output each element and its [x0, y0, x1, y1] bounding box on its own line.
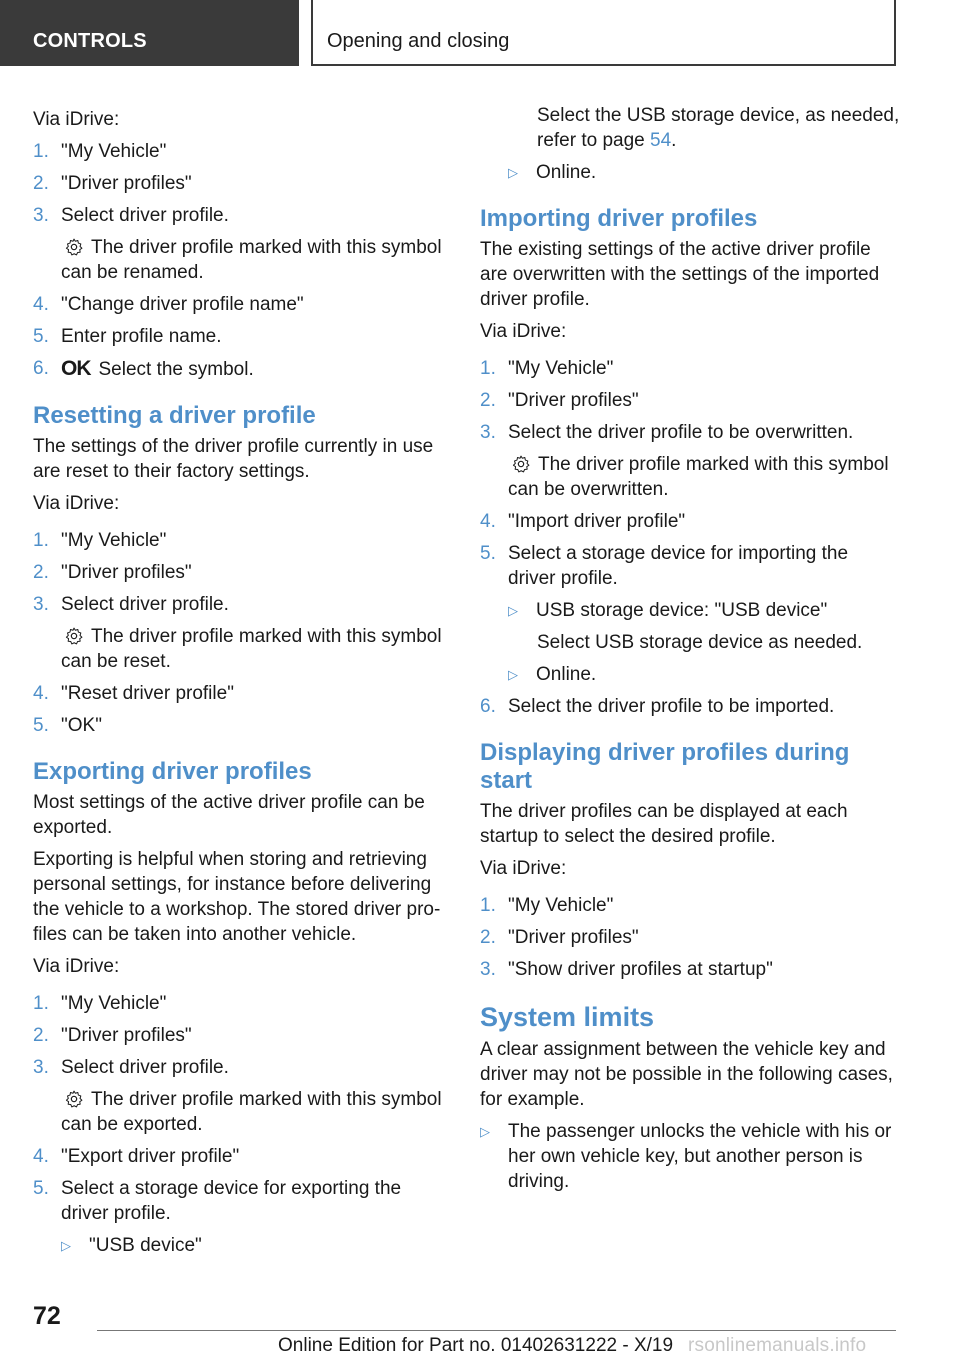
paragraph: A clear assignment between the vehicle key and driver may not be possible in the following cases, for example. — [480, 1039, 893, 1110]
sub-list-item: ▷ "USB device" — [61, 1235, 202, 1256]
list-item: 3. Select the driver profile to be overwritten. — [480, 422, 854, 443]
chapter-tab — [311, 0, 896, 66]
via-idrive-label: Via iDrive: — [33, 956, 120, 977]
list-item: 1. "My Vehicle" — [480, 358, 614, 379]
list-item: 2. "Driver profiles" — [33, 173, 192, 194]
sub-note: Select USB storage device as needed. — [537, 632, 863, 653]
section-heading: Importing driver profiles — [480, 205, 758, 232]
list-item: 4. "Export driver profile" — [33, 1146, 240, 1167]
list-item: 2. "Driver profiles" — [33, 562, 192, 583]
via-idrive-label: Via iDrive: — [33, 109, 120, 130]
list-item: 2. "Driver profiles" — [480, 927, 639, 948]
triangle-right-icon: ▷ — [508, 603, 518, 618]
list-item: 3. Select driver profile. — [33, 205, 229, 226]
list-item: 3. "Show driver profiles at startup" — [480, 959, 773, 980]
list-item: 5. "OK" — [33, 715, 102, 736]
paragraph: Most settings of the active driver profile can be exported. — [33, 792, 425, 838]
watermark: rsonlinemanuals.info — [688, 1335, 867, 1356]
list-item: 1. "My Vehicle" — [33, 530, 167, 551]
ok-symbol-icon: OK — [61, 357, 91, 380]
symbol-note: The driver profile marked with this symbol can be reset. — [61, 626, 442, 672]
triangle-right-icon: ▷ — [61, 1238, 71, 1253]
triangle-right-icon: ▷ — [508, 165, 518, 180]
settings-gear-icon — [63, 626, 85, 646]
settings-gear-icon — [63, 237, 85, 257]
via-idrive-label: Via iDrive: — [33, 493, 120, 514]
sub-list-item: ▷ Online. — [508, 664, 597, 685]
section-heading: Displaying driver profiles during start — [480, 739, 850, 794]
triangle-right-icon: ▷ — [480, 1124, 490, 1139]
edition-text: Online Edition for Part no. 01402631222 - X/19 — [278, 1335, 674, 1356]
sub-list-item: ▷ Online. — [508, 162, 597, 183]
list-item: 4. "Change driver profile name" — [33, 294, 304, 315]
list-item: 1. "My Vehicle" — [33, 141, 167, 162]
via-idrive-label: Via iDrive: — [480, 858, 567, 879]
section-title: CONTROLS — [33, 30, 147, 52]
via-idrive-label: Via iDrive: — [480, 321, 567, 342]
list-item: 5. Select a storage device for exporting the driver profile. — [33, 1178, 402, 1224]
paragraph: The driver profiles can be displayed at each startup to select the desired profile. — [480, 801, 848, 847]
section-tab — [0, 0, 299, 66]
sub-list-item: ▷ USB storage device: "USB device" — [508, 600, 828, 621]
list-item: 1. "My Vehicle" — [480, 895, 614, 916]
page-link[interactable]: 54 — [650, 130, 672, 151]
list-item: 4. "Reset driver profile" — [33, 683, 234, 704]
list-item: 5. Select a storage device for importing the driver profile. — [480, 543, 849, 589]
list-item: 4. "Import driver profile" — [480, 511, 686, 532]
list-item: 3. Select driver profile. — [33, 1057, 229, 1078]
list-item: 3. Select driver profile. — [33, 594, 229, 615]
chapter-title: Opening and closing — [327, 30, 510, 52]
paragraph: The settings of the driver profile currently in use are reset to their factory settings. — [33, 436, 434, 482]
continued-text: Select the USB storage device, as needed, refer to page 54. — [537, 105, 900, 151]
paragraph: Exporting is helpful when storing and retrieving personal settings, for instance before delivering the vehicle to a workshop. The stored driver pro-files can be taken into another vehicle. — [33, 849, 441, 945]
page-number: 72 — [33, 1302, 61, 1330]
footer-divider — [97, 1330, 896, 1331]
page-header — [0, 0, 960, 66]
settings-gear-icon — [63, 1089, 85, 1109]
right-column — [480, 103, 900, 1194]
symbol-note: The driver profile marked with this symbol can be renamed. — [61, 237, 442, 283]
section-heading: Exporting driver profiles — [33, 758, 312, 785]
list-item: 5. Enter profile name. — [33, 326, 222, 347]
bullet-item: ▷ The passenger unlocks the vehicle with his or her own vehicle key, but another person is driving. — [480, 1121, 892, 1192]
symbol-note: The driver profile marked with this symbol can be exported. — [61, 1089, 442, 1135]
settings-gear-icon — [510, 454, 532, 474]
left-column — [33, 100, 453, 1258]
symbol-note: The driver profile marked with this symbol can be overwritten. — [508, 454, 889, 500]
list-item: 1. "My Vehicle" — [33, 993, 167, 1014]
list-item: 2. "Driver profiles" — [33, 1025, 192, 1046]
section-heading: Resetting a driver profile — [33, 402, 316, 429]
list-item: 6. OK Select the symbol. — [33, 357, 254, 380]
triangle-right-icon: ▷ — [508, 667, 518, 682]
list-item: 6. Select the driver profile to be imported. — [480, 696, 835, 717]
section-heading: System limits — [480, 1002, 655, 1032]
list-item: 2. "Driver profiles" — [480, 390, 639, 411]
paragraph: The existing settings of the active driver profile are overwritten with the settings of the imported driver profile. — [480, 239, 880, 310]
